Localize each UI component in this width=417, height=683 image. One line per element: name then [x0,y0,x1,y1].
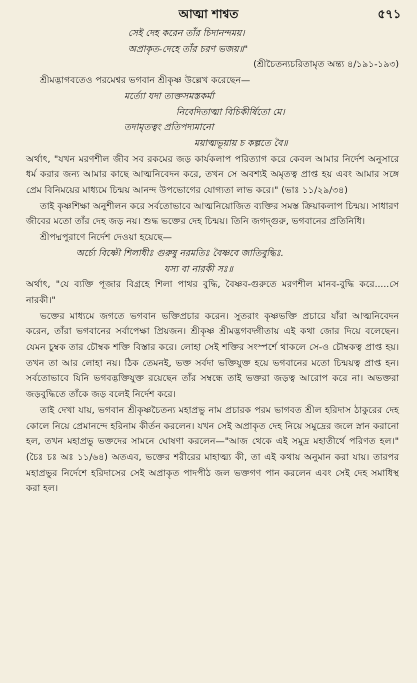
sanskrit-verse-line: অর্চ্যে বিষ্ণৌ শিলাধীঃ গুরুষু নরমতিঃ বৈষ্ণবে জাতিবুদ্ধিঃ. [76,247,284,259]
verse-line: অপ্রাকৃত-দেহে তাঁর চরণ ভজয়॥" [128,43,249,55]
sanskrit-verse-line: যস্য বা নারকী সঃ॥ [164,263,233,275]
sanskrit-verse-line: মর্ত্যো যদা ত্যক্তসমস্তকর্মা [124,90,215,102]
paragraph: অর্থাৎ, "যখন মরণশীল জীব সব রকমের জড় কার্যকলাপ পরিত্যাগ করে কেবল আমার নির্দেশ অনুসারে ধর্ম করার জন্য আমার কাছে আত্মনিবেদন করে, তখন সে অবশ্যই অমৃতত্ব প্রাপ্ত হয় এবং আমার সঙ্গে প্রেম বিনিময়ের মাধ্যমে চিন্ময় আনন্দ উপভোগের যোগ্যতা লাভ করে।" (ভাঃ ১১/২৯/৩৪) [26,153,399,197]
intro-line: শ্রীপদ্মপুরাণে নির্দেশ দেওয়া হয়েছে— [40,232,172,244]
page-number: ৫৭১ [377,7,401,21]
page-body [26,26,399,497]
paragraph: অর্থাৎ, "যে ব্যক্তি পূজার বিগ্রহে শিলা পাথর বুদ্ধি, বৈষ্ণব-গুরুতে মরণশীল মানব-বুদ্ধি করে.....সে নারকী।" [26,279,399,306]
paragraph: তাই দেখা যায়, ভগবান শ্রীকৃষ্ণচৈতন্য মহাপ্রভু নাম প্রচারক পরম ভাগবত শ্রীল হরিদাস ঠাকুরের দেহ কোলে নিয়ে প্রেমানন্দে হরিনাম কীর্তন করলেন। যখন সেই অপ্রাকৃত দেহ নিয়ে সমুদ্রের জলে স্নান করানো হল, তখন মহাপ্রভু ভক্তদের সামনে ঘোষণা করলেন—"আজ থেকে এই সমুদ্র মহাতীর্থে পরিণত হল।" (চৈঃ চঃ অঃ ১১/৬৪) অতএব, ভক্তের শরীরের মাহাত্ম্য কী, তা এই কথায় অনুমান করা যায়। তারপর মহাপ্রভুর নির্দেশে হরিদাসের সেই অপ্রাকৃত পাদপীঠ জল ভক্তগণ পান করলেন এবং সেই দেহ সমাধিস্থ করা হল। [26,404,399,495]
paragraph: তাই কৃষ্ণশিক্ষা অনুশীলন করে সর্বতোভাবে আত্মনিয়োজিত ব্যক্তির সমস্ত ক্রিয়াকলাপ চিন্ময়। সাধারণ জীবের মতো তাঁর দেহ জড় নয়। শুদ্ধ ভক্তের দেহ চিন্ময়। তিনি জগদ্গুরু, ভগবানের প্রতিনিধি। [26,200,399,228]
sanskrit-verse-line: ময়াত্মভূয়ায় চ কল্পতে বৈ॥ [194,137,288,149]
intro-line: শ্রীমদ্ভাগবতেও পরমেশ্বর ভগবান শ্রীকৃষ্ণ উল্লেখ করেছেন— [40,75,251,87]
sanskrit-verse-line: তদামৃতত্বং প্রতিপদ্যমানো [124,122,214,134]
verse-line: সেই দেহ করেন তাঁর চিদানন্দময়। [128,28,245,39]
citation: (শ্রীচৈতন্যচরিতামৃত অন্ত্য ৪/১৯১-১৯৩) [253,59,399,71]
sanskrit-verse-line: নিবেদিতাত্মা বিচিকীর্ষিতো মে। [176,106,285,118]
running-header-title: আত্মা শাশ্বত [178,7,239,21]
paragraph: ভক্তের মাধ্যমে জগতে ভগবান ভক্তিপ্রচার করেন। সুতরাং কৃষ্ণভক্তি প্রচারে যাঁরা আত্মনিবেদন করেন, তাঁরা ভগবানের সর্বাপেক্ষা প্রিয়জন। শ্রীকৃষ্ণ শ্রীমদ্ভগবদ্গীতায় এই কথা জোর দিয়ে বলেছেন। যেমন চুম্বক তার চৌম্বক শক্তি বিস্তার করে। লোহা সেই শক্তির সংস্পর্শে থাকলে সে-ও চৌম্বকত্ব প্রাপ্ত হয়। তখন তা আর লোহা নয়। ঠিক তেমনই, ভক্ত সর্বদা ভক্তিযুক্ত হয়ে ভগবানের মতো চিন্ময়ত্ব প্রাপ্ত হন। সর্বতোভাবে যিনি ভগবদ্ভক্তিযুক্ত রয়েছেন তাঁর সম্বন্ধে তাই ভক্তরা জড়ত্ব আরোপ করে না। অভক্তরা জড়বুদ্ধিতে তাঁকে জড় বলেই নির্দেশ করে। [26,310,399,401]
